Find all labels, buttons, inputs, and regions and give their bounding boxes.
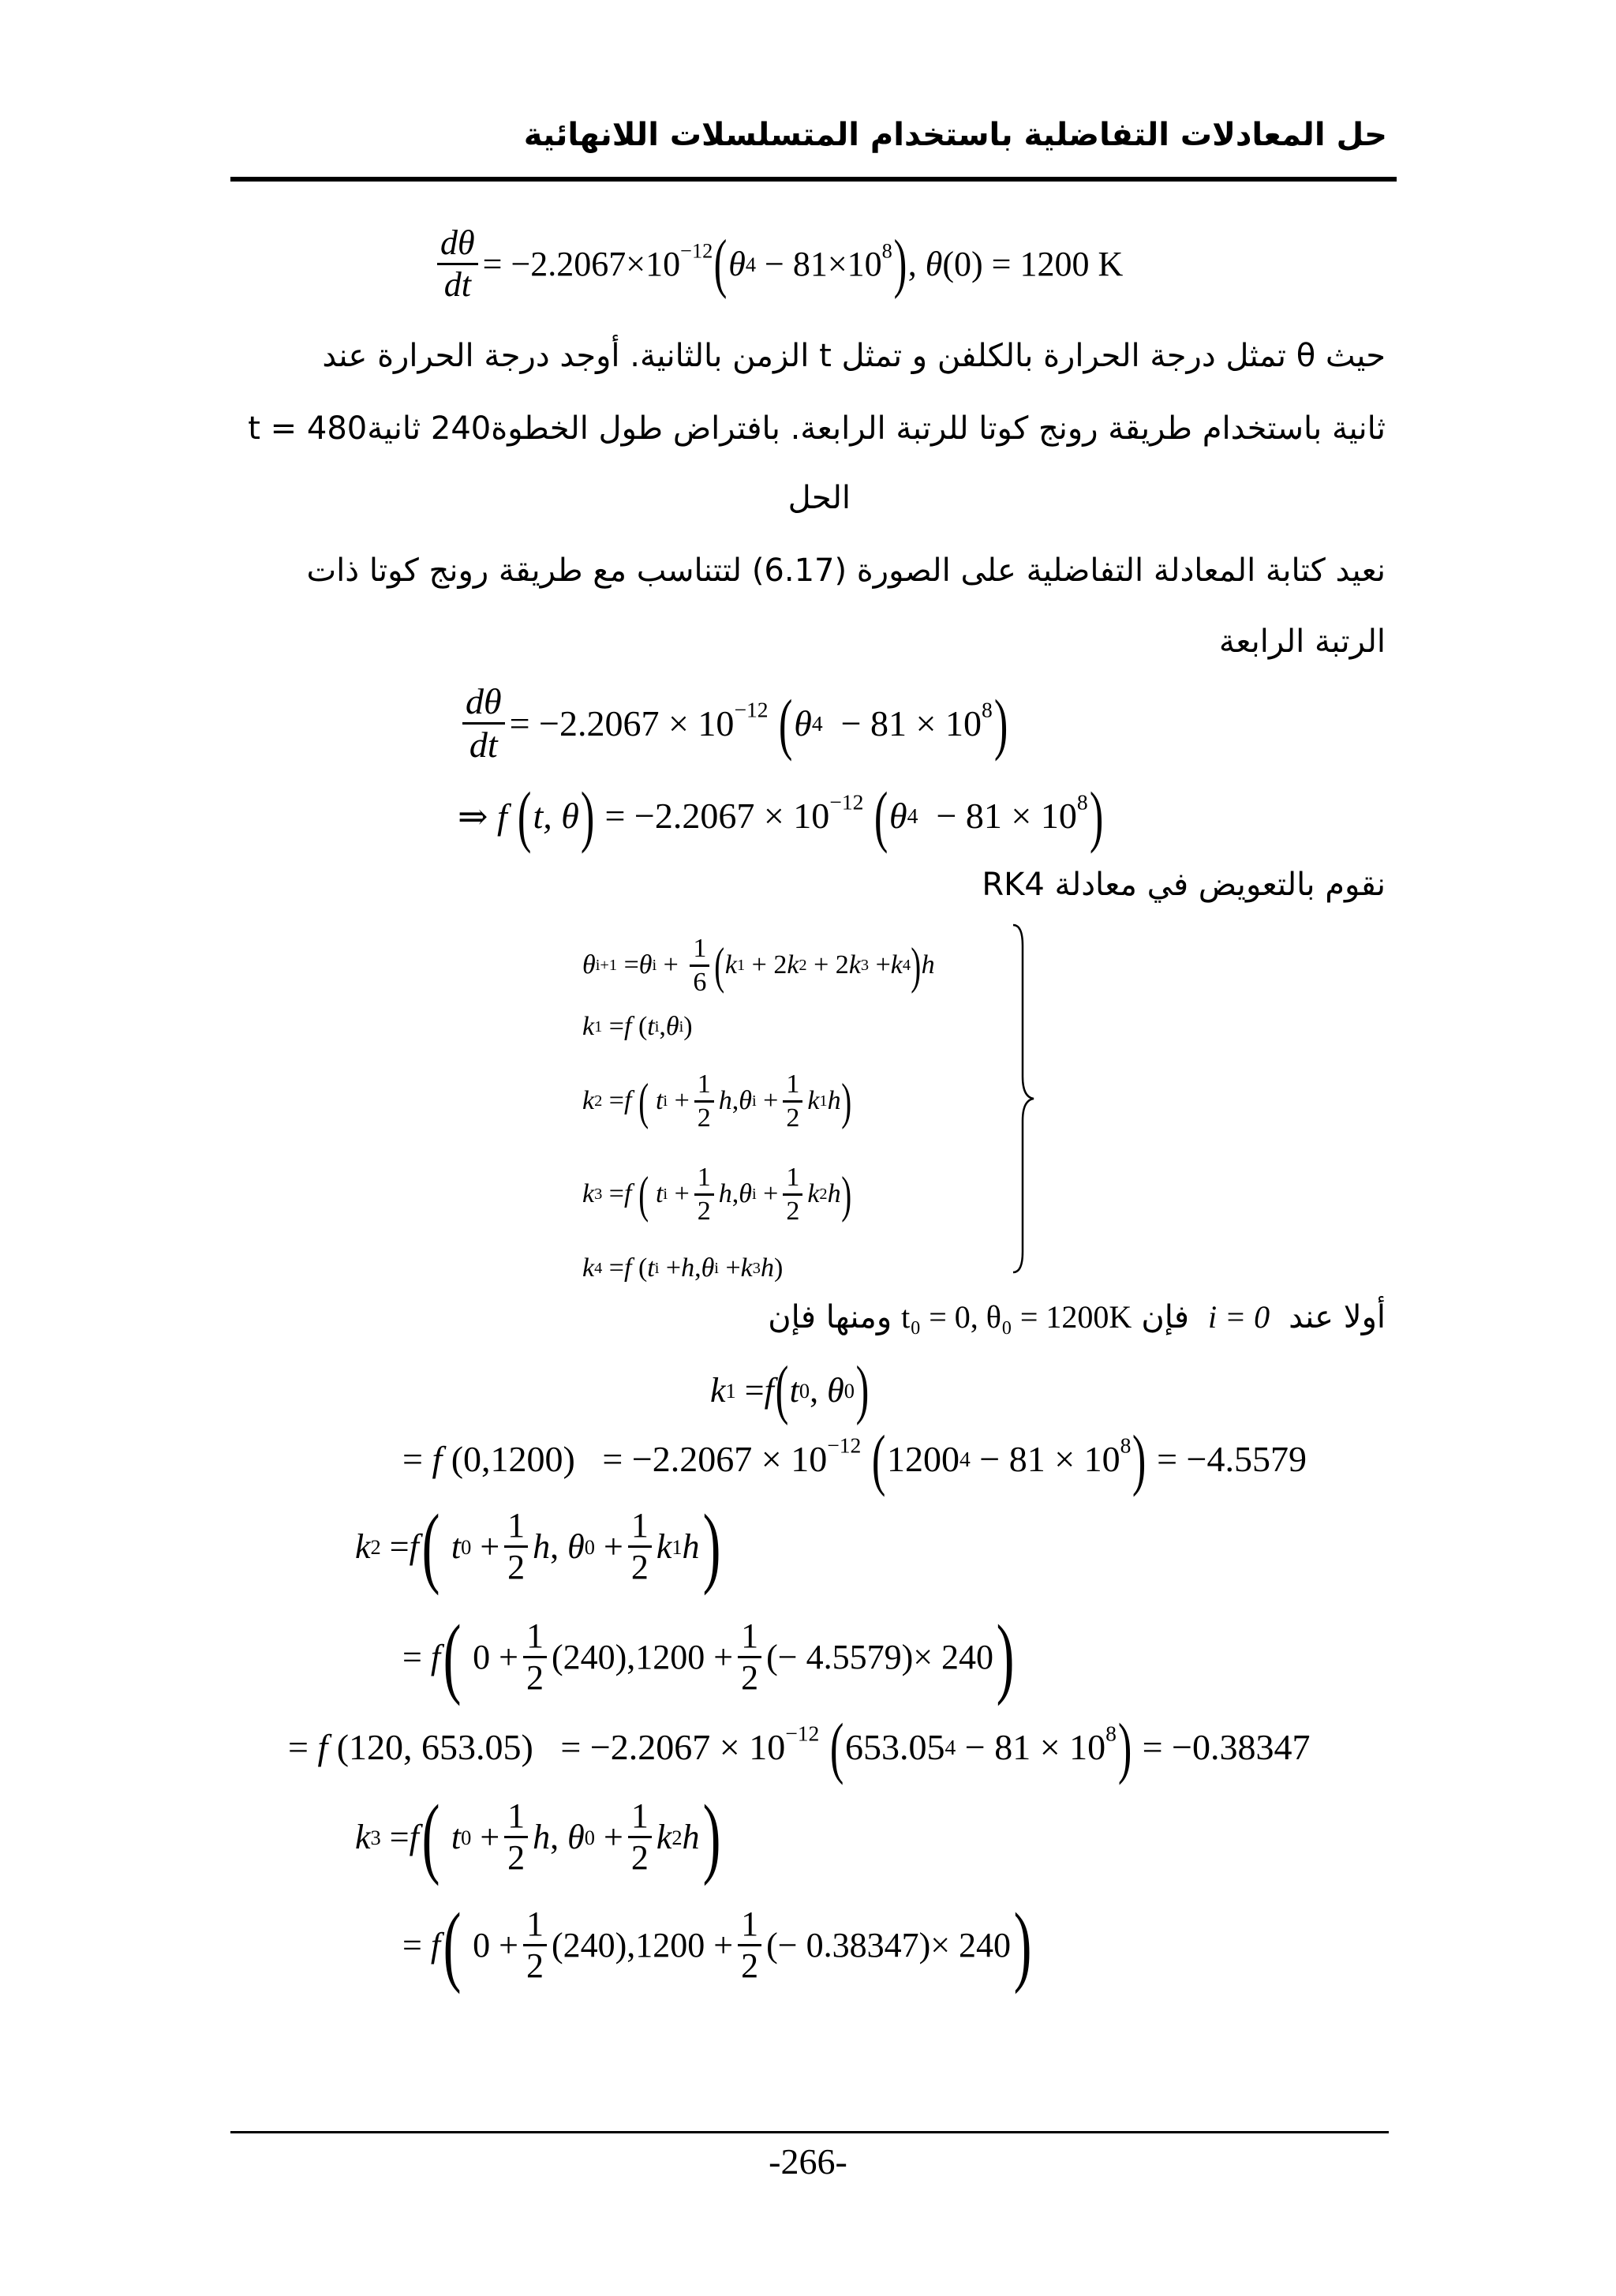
function-definition: ⇒ f ( t, θ ) = $-2.2067 \times 10^{-12}$ ( θ 4 − $81 \times 10^8$ ) bbox=[458, 777, 1103, 854]
solution-paragraph-2: الرتبة الرابعة bbox=[1218, 624, 1386, 660]
k1-definition: k 1 = f ( t 0 , θ 0 ) bbox=[710, 1354, 870, 1426]
solution-heading: الحل bbox=[787, 480, 851, 516]
first-step-line: أولا عند i = 0 فإن t₀ = 0, θ₀ = 1200K ومنها فإن bbox=[768, 1298, 1386, 1335]
k1-result: −4.5579 bbox=[1186, 1439, 1307, 1480]
k3-substitution: = f ( 0 + $\frac{1}{2}$ (240) ,1200 + $\frac{1}{2}$ (− 0.38347)× 240 ) bbox=[402, 1894, 1032, 1995]
k1-argument: (0,1200) bbox=[451, 1439, 575, 1480]
k2-value: = f (120, 653.05) = $-2.2067 \times 10^{-12}$ ( 653.05 4 − $81 \times 10^8$ ) = −0.38347 bbox=[288, 1709, 1311, 1785]
rewritten-ode: $\frac{d\theta}{dt}$ = $-2.2067 \times 10^{-12}$ ( θ 4 − $81 \times 10^8$ ) bbox=[458, 683, 1009, 765]
k2-substitution: = f ( 0 + $\frac{1}{2}$ (240) ,1200 + $\frac{1}{2}$ (− 4.5579)× 240 ) bbox=[402, 1606, 1015, 1707]
k3-definition: k 3 = f ( t 0 + $\frac{1}{2}$ h , θ 0 + $\frac{1}{2}$ k 2 h ) bbox=[355, 1786, 721, 1887]
running-header: حل المعادلات التفاضلية باستخدام المتسلسلات اللانهائية bbox=[523, 117, 1387, 153]
solution-paragraph-1: نعيد كتابة المعادلة التفاضلية على الصورة (6.17) لتتناسب مع طريقة رونج كوتا ذات bbox=[306, 552, 1386, 589]
k2-result: −0.38347 bbox=[1172, 1727, 1311, 1768]
k2-argument: (120, 653.05) bbox=[336, 1727, 533, 1768]
problem-ode: $\frac{d\theta}{dt}$ = $-2.2067\times 10^{-12}$ ( θ 4 − $81\times 10^8$ ) , θ(0) = 1200 K bbox=[432, 225, 1123, 303]
header-rule bbox=[230, 177, 1397, 182]
k1-value: = f (0,1200) = $-2.2067 \times 10^{-12}$ ( 1200 4 − $81 \times 10^8$ ) = −4.5579 bbox=[402, 1421, 1307, 1497]
page-number: -266- bbox=[769, 2141, 847, 2182]
k2-definition: k 2 = f ( t 0 + $\frac{1}{2}$ h , θ 0 + $\frac{1}{2}$ k 1 h ) bbox=[355, 1496, 721, 1597]
problem-line-1: حيث θ تمثل درجة الحرارة بالكلفن و تمثل t الزمن بالثانية. أوجد درجة الحرارة عند bbox=[322, 338, 1386, 374]
rk4-brace bbox=[1010, 922, 1042, 1277]
footer-rule bbox=[230, 2131, 1389, 2133]
rk4-intro: نقوم بالتعويض في معادلة RK4 bbox=[982, 867, 1386, 903]
problem-line-2: t = 480ثانية باستخدام طريقة رونج كوتا للرتبة الرابعة. بافتراض طول الخطوة240 ثانية bbox=[248, 410, 1386, 447]
rk4-formulas: θ i+1 = θ i + $\frac{1}{6}$ ( k 1 + 2 k 2 + 2 k 3 + k 4 ) h k 1 = f ( t i , θ i ) k 2 = f ( t i + $\frac{1}{2}$ h , θ i + $\frac{1}{2}$ k 1 h ) k 3 = f ( t i + $\frac{1}{2}$ h , θ i + $\frac{1}{2}$ k 2 h ) k 4 = f ( t i + h , θ i + k 3 h ) bbox=[582, 933, 935, 1283]
